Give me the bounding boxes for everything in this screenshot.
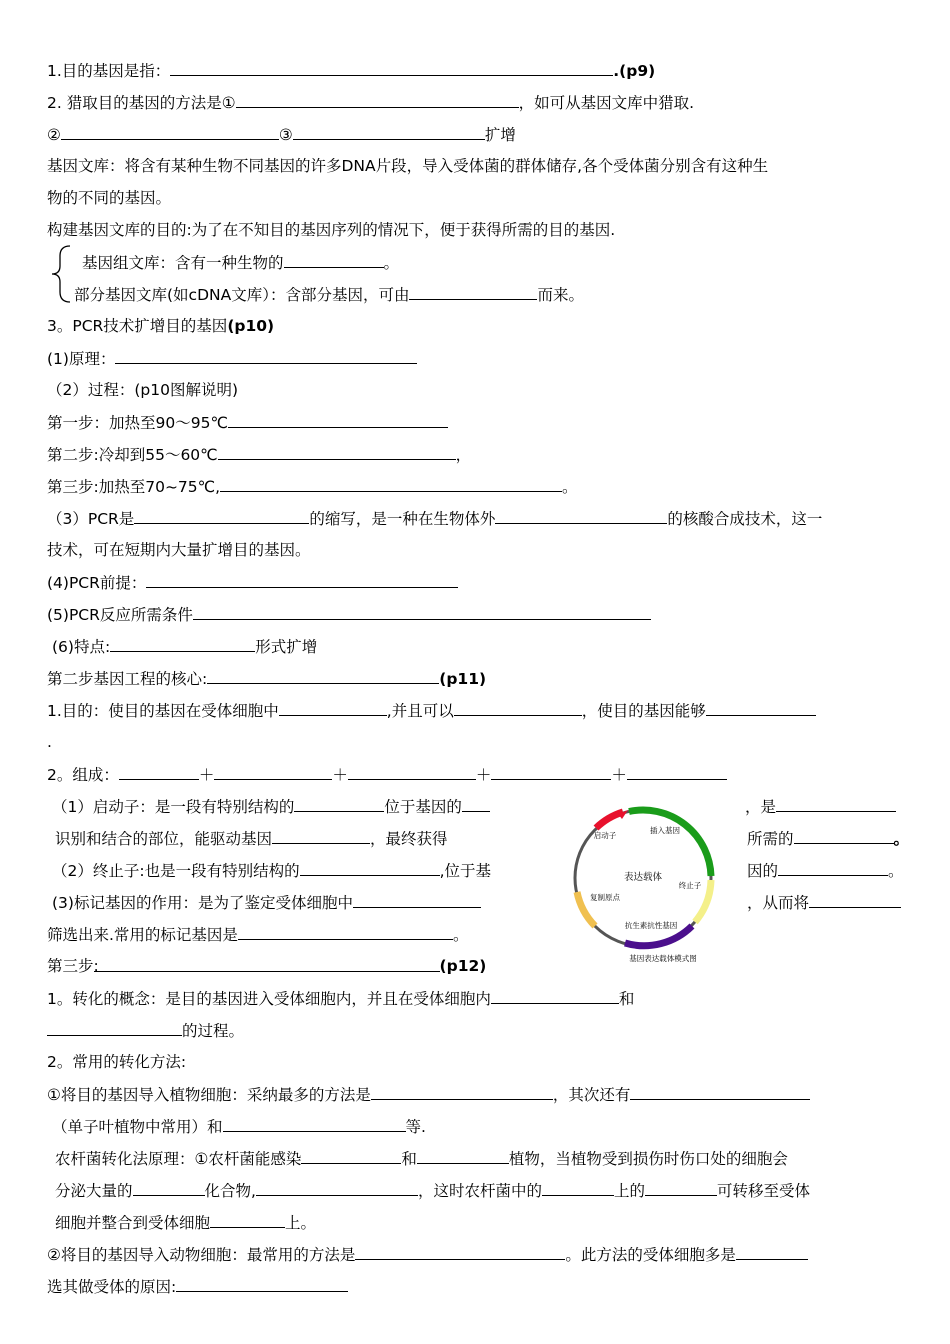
plus-sign: ＋ [611,766,627,784]
promoter-blank-1[interactable] [294,796,384,812]
agrobacterium-text: 农杆菌转化法原理：①农杆菌能感染 [55,1150,302,1168]
pcr-step-3 [47,476,578,497]
composition-blank-1[interactable] [119,764,199,780]
pcr-conditions-blank[interactable] [193,604,651,620]
pcr-abbrev-text-3: 的核酸合成技术，这一 [667,510,823,528]
transformation-def-blank-1[interactable] [491,988,619,1004]
comma: ， [455,446,472,464]
agrobacterium-blank-3[interactable] [133,1180,205,1196]
expression-vector-diagram [565,800,725,970]
step2-purpose-text-2: ,并且可以 [386,702,454,720]
pcr-process: （2）过程：(p10图解说明) [47,381,239,399]
agrobacterium-text-6: 上的 [613,1182,645,1200]
agrobacterium-text-5: ，这时农杆菌中的 [417,1182,542,1200]
step2-purpose-text: 1.目的：使目的基因在受体细胞中 [47,702,279,720]
composition-line [47,764,727,785]
q1-blank[interactable] [170,60,613,76]
promoter-line-2-right [747,828,909,849]
terminator-blank-1[interactable] [300,860,440,876]
agrobacterium-blank-7[interactable] [210,1212,285,1228]
period: 。 [383,254,400,272]
agrobacterium-blank-5[interactable] [542,1180,614,1196]
terminator-label: 终止子 [678,881,702,890]
pcr-step-3-blank[interactable] [220,476,562,492]
pcr-premise-blank[interactable] [146,572,458,588]
insert-gene-label: 插入基因 [650,826,680,835]
promoter-blank-5[interactable] [794,828,894,844]
terminator-line-right [747,860,904,881]
step3-heading-text: 第三步 [47,957,94,975]
plus-sign: ＋ [198,766,215,784]
step2-heading-text: 第二步基因工程的核心: [47,670,208,688]
pcr-principle-text: (1)原理： [47,350,116,368]
promoter-line-right [745,796,896,817]
partial-library-blank[interactable] [409,284,537,300]
step2-purpose-end: . [47,733,52,751]
animal-method-blank-1[interactable] [355,1244,565,1260]
step2-purpose-blank-2[interactable] [454,700,582,716]
plant-method [47,1084,810,1105]
partial-library-text: 部分基因文库(如cDNA文库）：含部分基因，可由 [74,286,410,304]
terminator-text: （2）终止子:也是一段有特别结构的 [52,862,300,880]
pcr-page-ref: (p10) [227,317,275,335]
plus-sign: ＋ [475,766,492,784]
pcr-step-1-blank[interactable] [228,412,448,428]
marker-text: (3)标记基因的作用：是为了鉴定受体细胞中 [52,894,353,912]
brace-icon [50,244,76,304]
diagram-caption: 基因表达载体模式图 [629,954,697,963]
plant-method-text-3: （单子叶植物中常用）和 [52,1118,223,1136]
agrobacterium-text-4: 化合物, [204,1182,256,1200]
transformation-def-blank-2[interactable] [47,1020,182,1036]
pcr-feature-blank[interactable] [110,636,255,652]
q2-text: 2. 猎取目的基因的方法是① [47,94,236,112]
transformation-def [47,988,634,1009]
agrobacterium-text-2: 植物，当植物受到损伤时伤口处的细胞会 [508,1150,788,1168]
q2-text-end: ，如可从基因文库中猎取. [518,94,695,112]
composition-blank-5[interactable] [627,764,727,780]
agrobacterium-text-7: 可转移至受体 [716,1182,810,1200]
promoter-blank-4[interactable] [272,828,370,844]
step2-heading [47,668,486,689]
period: 。 [888,862,904,880]
promoter-text-6: 所需的 [747,830,794,848]
pcr-abbrev-cont: 技术，可在短期内大量扩增目的基因。 [47,541,311,559]
composition-blank-4[interactable] [491,764,611,780]
pcr-step-1-text: 第一步：加热至90～95℃ [47,414,228,432]
marker-blank-1[interactable] [353,892,481,908]
step2-heading-blank[interactable] [207,668,439,684]
q2-blank-1[interactable] [236,92,519,108]
composition-blank-3[interactable] [348,764,476,780]
plus-sign: ＋ [332,766,348,784]
plant-method-text-2: ，其次还有 [552,1086,631,1104]
insert-gene-segment [629,810,711,876]
q2-marker-2: ② [47,126,61,144]
q2-line [47,92,694,113]
origin-label: 复制原点 [590,893,620,902]
promoter-line [52,796,490,817]
step2-purpose-blank-1[interactable] [279,700,387,716]
agrobacterium-line [55,1148,788,1169]
plant-method-blank-1[interactable] [371,1084,553,1100]
animal-method-text-2: 。此方法的受体细胞多是 [565,1246,736,1264]
agrobacterium-blank-6[interactable] [645,1180,717,1196]
pcr-abbrev-blank-1[interactable] [134,508,309,524]
transformation-def-end: 的过程。 [182,1022,245,1040]
pcr-feature [52,636,317,657]
marker-line-2 [47,924,468,945]
promoter-text-5: ，最终获得 [370,830,448,848]
pcr-feature-end: 形式扩增 [255,638,318,656]
pcr-heading [47,316,274,336]
pcr-conditions-text: (5)PCR反应所需条件 [47,606,193,624]
genomic-library-line [82,252,399,273]
period: 。 [893,830,910,848]
animal-method [47,1244,808,1265]
promoter-blank-2[interactable] [462,796,490,812]
partial-library-end: 而来。 [537,286,584,304]
agrobacterium-line-2 [55,1180,810,1201]
terminator-text-3: 因的 [747,862,779,880]
q2-text-amplify: 扩增 [484,126,516,144]
agrobacterium-text-9: 上。 [285,1214,317,1232]
transformation-def-text: 1。转化的概念：是目的基因进入受体细胞内，并且在受体细胞内 [47,990,491,1008]
promoter-text-3: ，是 [745,798,777,816]
plant-method-text: ①将目的基因导入植物细胞：采纳最多的方法是 [47,1086,371,1104]
agrobacterium-blank-2[interactable] [417,1148,509,1164]
agrobacterium-text-3: 分泌大量的 [55,1182,133,1200]
methods-heading: 2。常用的转化方法: [47,1053,187,1071]
animal-reason [47,1276,348,1297]
step3-heading [47,956,486,976]
pcr-principle-blank[interactable] [115,348,417,364]
promoter-label: 启动子 [593,831,617,840]
step2-page-ref: (p11) [439,670,487,688]
pcr-conditions [47,604,651,625]
pcr-feature-text: (6)特点: [52,638,111,656]
step2-purpose-text-3: ，使目的基因能够 [581,702,706,720]
library-def-2: 物的不同的基因。 [47,189,172,207]
step2-purpose [47,700,816,721]
marker-line [52,892,481,913]
composition-text: 2。组成： [47,766,119,784]
q1-page-ref: .(p9) [613,62,656,80]
pcr-premise-text: (4)PCR前提： [47,574,147,592]
plant-method-text-4: 等. [405,1118,426,1136]
pcr-abbrev-text-2: 的缩写，是一种在生物体外 [309,510,496,528]
plant-method-blank-2[interactable] [630,1084,810,1100]
terminator-text-2: ,位于基 [439,862,492,880]
promoter-blank-3[interactable] [776,796,896,812]
animal-method-text: ②将目的基因导入动物细胞：最常用的方法是 [47,1246,356,1264]
agrobacterium-line-3 [55,1212,316,1233]
pcr-heading-text: 3。PCR技术扩增目的基因 [47,317,228,335]
pcr-principle [47,348,417,369]
pcr-step-2-text: 第二步:冷却到55～60℃ [47,446,218,464]
partial-library-line [74,284,584,305]
period: 。 [452,926,469,944]
pcr-step-3-text: 第三步:加热至70~75℃, [47,478,220,496]
genomic-library-blank[interactable] [284,252,384,268]
library-purpose: 构建基因文库的目的:为了在不知目的基因序列的情况下，便于获得所需的目的基因. [47,221,616,239]
q1-text: 1.目的基因是指： [47,62,171,80]
agrobacterium-text-8: 细胞并整合到受体细胞 [55,1214,211,1232]
and-text: 和 [618,990,635,1008]
q2-blank-3[interactable] [293,124,485,140]
step3-page-ref: (p12) [439,957,487,975]
composition-blank-2[interactable] [214,764,332,780]
and-text: 和 [401,1150,417,1168]
resistance-label: 抗生素抗性基因 [624,921,678,930]
animal-method-blank-2[interactable] [736,1244,808,1260]
vector-center-label: 表达载体 [623,872,663,883]
q2-marker-3: ③ [278,126,293,144]
pcr-abbrev [47,508,822,529]
library-def-1: 基因文库：将含有某种生物不同基因的许多DNA片段，导入受体菌的群体储存,各个受体菌分别含有这种生 [47,157,769,175]
pcr-abbrev-blank-2[interactable] [495,508,667,524]
step2-purpose-blank-3[interactable] [706,700,816,716]
pcr-premise [47,572,458,593]
q1-line [47,60,655,81]
plant-method-2 [52,1116,426,1137]
pcr-step-1 [47,412,448,433]
pcr-abbrev-text: （3）PCR是 [47,510,135,528]
terminator-blank-2[interactable] [778,860,888,876]
animal-reason-text: 选其做受体的原因: [47,1278,177,1296]
q2-blank-2[interactable] [61,124,279,140]
promoter-text-2: 位于基因的 [384,798,462,816]
terminator-line [52,860,491,881]
plant-method-blank-3[interactable] [223,1116,406,1132]
marker-blank-3[interactable] [238,924,453,940]
promoter-line-2 [55,828,448,849]
transformation-def-2 [47,1020,244,1041]
promoter-text: （1）启动子：是一段有特别结构的 [52,798,295,816]
genomic-library-text: 基因组文库：含有一种生物的 [82,254,284,272]
step3-heading-blank[interactable] [93,956,440,975]
marker-text-3: 筛选出来.常用的标记基因是 [47,926,238,944]
promoter-text-4: 识别和结合的部位，能驱动基因 [55,830,273,848]
animal-reason-blank[interactable] [176,1276,348,1292]
marker-line-right [747,892,901,913]
colon: : [93,957,99,975]
agrobacterium-blank-4[interactable] [256,1180,418,1196]
marker-text-2: ，从而将 [747,894,810,912]
pcr-step-2 [47,444,471,465]
q2-line-2 [47,124,516,145]
period: 。 [562,478,578,496]
marker-blank-2[interactable] [809,892,901,908]
pcr-step-2-blank[interactable] [218,444,456,460]
agrobacterium-blank-1[interactable] [301,1148,401,1164]
